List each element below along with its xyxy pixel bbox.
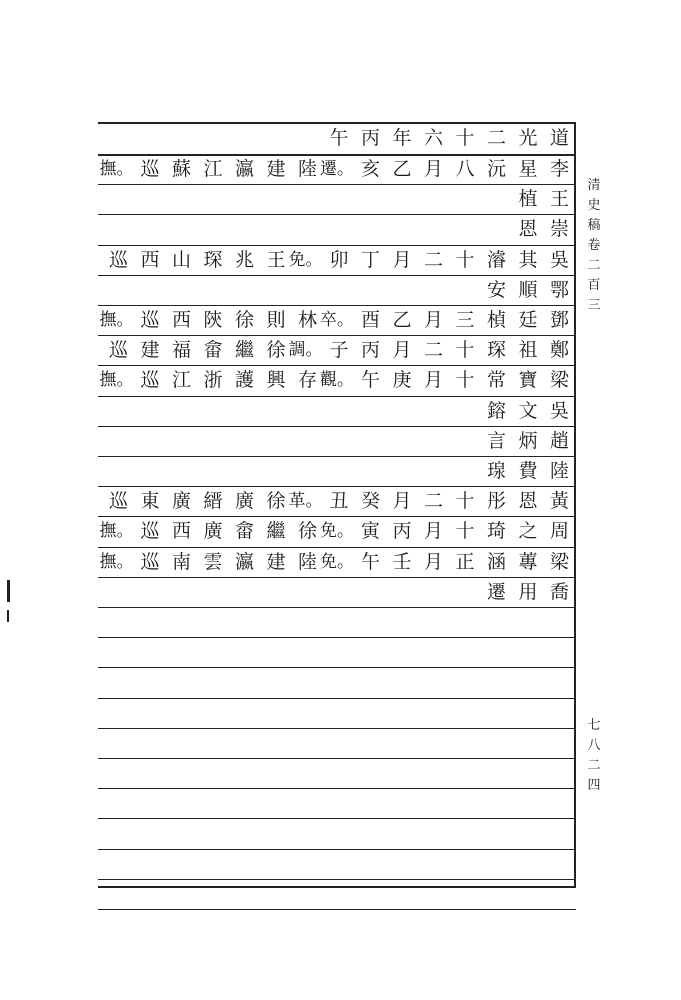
cell-char: 蘇 (171, 158, 191, 180)
cell-char: 繼 (234, 339, 254, 362)
cell-char: 王 (549, 188, 569, 211)
page-number (584, 716, 604, 796)
cell-char: 免。 (288, 249, 323, 270)
cell-char: 遷。 (320, 159, 354, 179)
cell-char: 繼 (266, 520, 286, 543)
cell-char: 興 (266, 369, 286, 392)
cell-char: 丑 (329, 490, 349, 513)
cell-char: 徐 (266, 490, 286, 513)
cell-char: 月 (392, 490, 412, 513)
cell-char: 酉 (360, 309, 380, 331)
margin-mark (7, 610, 9, 622)
cell-char: 十 (455, 339, 475, 362)
cell-char: 江 (203, 158, 223, 180)
table-row (98, 456, 576, 486)
cell-char: 十 (455, 369, 475, 392)
cell-char: 兆 (234, 248, 254, 271)
cell-char: 畲 (234, 520, 254, 543)
cell-char: 存 (297, 369, 317, 392)
cell-char: 巡 (140, 520, 160, 543)
page-number-char: 八 (587, 738, 601, 753)
side-title-char: 稿 (587, 218, 601, 233)
table-row (98, 154, 576, 184)
cell-char: 廷 (518, 309, 538, 331)
cell-char: 崇 (549, 218, 569, 241)
cell-char: 星 (518, 158, 538, 180)
cell-char: 山 (171, 248, 191, 271)
cell-char: 周 (549, 520, 569, 543)
cell-char: 正 (455, 550, 475, 573)
cell-char: 建 (266, 550, 286, 573)
cell-char: 黃 (549, 490, 569, 513)
cell-char: 三 (455, 309, 475, 331)
cell-char: 李 (549, 158, 569, 180)
table-row (98, 396, 576, 426)
cell-char: 巡 (108, 339, 128, 362)
cell-char: 丙 (360, 339, 380, 362)
cell-char: 安 (486, 278, 506, 301)
cell-char: 陸 (549, 460, 569, 482)
cell-char: 護 (234, 369, 254, 392)
cell-char: 縉 (203, 490, 223, 513)
cell-char: 涵 (486, 550, 506, 573)
cell-char: 江 (171, 369, 191, 392)
cell-char: 東 (140, 490, 160, 513)
cell-char: 瀛 (234, 550, 254, 573)
cell-char: 恩 (518, 218, 538, 241)
table-rule (98, 879, 576, 880)
cell-char: 王 (266, 248, 286, 271)
cell-char: 濬 (486, 248, 506, 271)
cell-char: 二 (423, 490, 443, 513)
cell-char: 撫。 (99, 370, 134, 391)
table-row (98, 547, 576, 577)
cell-char: 月 (392, 248, 412, 271)
cell-char: 文 (518, 399, 538, 422)
header-char: 年 (392, 127, 412, 149)
cell-char: 壬 (392, 550, 412, 573)
cell-char: 撫。 (99, 551, 134, 572)
cell-char: 免。 (320, 551, 354, 572)
cell-char: 琛 (203, 248, 223, 271)
cell-char: 西 (171, 309, 191, 331)
cell-char: 月 (423, 369, 443, 392)
cell-char: 蓴 (518, 550, 538, 573)
side-title-char: 百 (587, 278, 601, 293)
table-rule (98, 607, 576, 608)
cell-char: 常 (486, 369, 506, 392)
table-header-row (98, 122, 576, 154)
cell-char: 月 (423, 520, 443, 543)
header-char: 光 (518, 127, 538, 149)
cell-char: 瑔 (486, 460, 506, 482)
table-rule (98, 728, 576, 729)
cell-char: 廣 (234, 490, 254, 513)
cell-char: 徐 (266, 339, 286, 362)
table-row (98, 516, 576, 546)
cell-char: 植 (518, 188, 538, 211)
side-title-char: 三 (587, 298, 601, 313)
table-rule (98, 886, 576, 888)
cell-char: 陝 (203, 309, 223, 331)
margin-mark (7, 580, 10, 602)
cell-char: 遷 (486, 580, 506, 603)
table-row (98, 184, 576, 214)
cell-char: 午 (360, 369, 380, 392)
side-title-char: 卷 (587, 238, 601, 253)
table-rule (98, 818, 576, 819)
cell-char: 午 (360, 550, 380, 573)
side-title-char: 清 (587, 178, 601, 193)
table-rule (98, 849, 576, 850)
cell-char: 建 (266, 158, 286, 180)
cell-char: 寶 (518, 369, 538, 392)
cell-char: 則 (266, 309, 286, 331)
page-number-char: 七 (587, 718, 601, 733)
table-row (98, 486, 576, 516)
cell-char: 巡 (140, 309, 160, 331)
side-title (584, 176, 604, 316)
cell-char: 建 (140, 339, 160, 362)
cell-char: 廣 (171, 490, 191, 513)
cell-char: 卒。 (320, 310, 354, 330)
cell-char: 八 (455, 158, 475, 180)
cell-char: 用 (518, 580, 538, 603)
table-row (98, 245, 576, 275)
cell-char: 月 (423, 309, 443, 331)
cell-char: 鄧 (549, 309, 569, 331)
header-char: 道 (549, 127, 569, 149)
cell-char: 巡 (108, 490, 128, 513)
cell-char: 免。 (320, 521, 354, 542)
cell-char: 巡 (108, 248, 128, 271)
cell-char: 畲 (203, 339, 223, 362)
cell-char: 梁 (549, 550, 569, 573)
header-char: 二 (486, 127, 506, 149)
cell-char: 雲 (203, 550, 223, 573)
table-rule (98, 698, 576, 699)
cell-char: 西 (140, 248, 160, 271)
cell-char: 陸 (297, 158, 317, 180)
table-rule (98, 667, 576, 668)
cell-char: 恩 (518, 490, 538, 513)
cell-char: 鄂 (549, 278, 569, 301)
cell-char: 子 (329, 339, 349, 362)
cell-char: 巡 (140, 158, 160, 180)
cell-char: 巡 (140, 550, 160, 573)
table-row (98, 275, 576, 305)
cell-char: 福 (171, 339, 191, 362)
cell-char: 觀。 (320, 370, 354, 391)
cell-char: 鎔 (486, 399, 506, 422)
cell-char: 言 (486, 429, 506, 452)
cell-char: 炳 (518, 429, 538, 452)
cell-char: 瀛 (234, 158, 254, 180)
cell-char: 丁 (360, 248, 380, 271)
cell-char: 革。 (288, 491, 323, 512)
side-title-char: 二 (587, 258, 601, 273)
table-row (98, 335, 576, 365)
cell-char: 楨 (486, 309, 506, 331)
cell-char: 二 (423, 339, 443, 362)
table-rule (98, 909, 576, 910)
cell-char: 徐 (234, 309, 254, 331)
table-row (98, 426, 576, 456)
table-row (98, 305, 576, 335)
header-char: 午 (329, 127, 349, 149)
cell-char: 月 (423, 550, 443, 573)
header-char: 六 (423, 127, 443, 149)
cell-char: 庚 (392, 369, 412, 392)
cell-char: 乙 (392, 309, 412, 331)
cell-char: 乙 (392, 158, 412, 180)
cell-char: 十 (455, 520, 475, 543)
cell-char: 月 (423, 158, 443, 180)
cell-char: 十 (455, 490, 475, 513)
cell-char: 琦 (486, 520, 506, 543)
cell-char: 月 (392, 339, 412, 362)
cell-char: 浙 (203, 369, 223, 392)
cell-char: 丙 (392, 520, 412, 543)
cell-char: 卯 (329, 248, 349, 271)
cell-char: 廣 (203, 520, 223, 543)
table-row (98, 214, 576, 244)
cell-char: 鄭 (549, 339, 569, 362)
cell-char: 梁 (549, 369, 569, 392)
cell-char: 二 (423, 248, 443, 271)
cell-char: 之 (518, 520, 538, 543)
cell-char: 亥 (360, 158, 380, 180)
cell-char: 十 (455, 248, 475, 271)
table-rule (98, 758, 576, 759)
table-row (98, 365, 576, 395)
table-rule (98, 788, 576, 789)
cell-char: 調。 (288, 340, 323, 361)
cell-char: 琛 (486, 339, 506, 362)
cell-char: 撫。 (99, 310, 134, 330)
cell-char: 撫。 (99, 159, 134, 179)
table-row (98, 577, 576, 607)
cell-char: 南 (171, 550, 191, 573)
cell-char: 撫。 (99, 521, 134, 542)
side-title-char: 史 (587, 198, 601, 213)
cell-char: 順 (518, 278, 538, 301)
header-char: 丙 (360, 127, 380, 149)
cell-char: 彤 (486, 490, 506, 513)
cell-char: 喬 (549, 580, 569, 603)
cell-char: 西 (171, 520, 191, 543)
cell-char: 林 (297, 309, 317, 331)
cell-char: 吳 (549, 399, 569, 422)
cell-char: 趙 (549, 429, 569, 452)
cell-char: 沅 (486, 158, 506, 180)
cell-char: 癸 (360, 490, 380, 513)
cell-char: 其 (518, 248, 538, 271)
cell-char: 徐 (297, 520, 317, 543)
cell-char: 費 (518, 460, 538, 482)
table-rule (98, 637, 576, 638)
cell-char: 吳 (549, 248, 569, 271)
header-char: 十 (455, 127, 475, 149)
cell-char: 巡 (140, 369, 160, 392)
cell-char: 祖 (518, 339, 538, 362)
page-number-char: 二 (587, 758, 601, 773)
cell-char: 寅 (360, 520, 380, 543)
page-number-char: 四 (587, 778, 601, 793)
cell-char: 陸 (297, 550, 317, 573)
